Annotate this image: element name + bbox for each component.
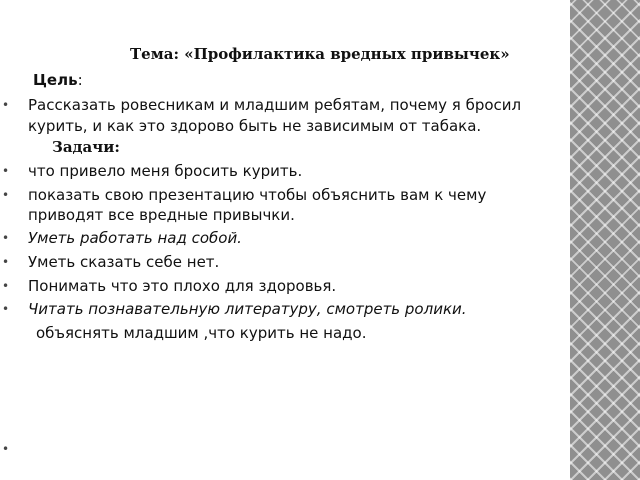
goal-colon: : [77, 71, 83, 89]
goal-text-line2: курить, и как это здорово быть не зависимым от табака. [28, 117, 482, 135]
decorative-side-panel [570, 0, 640, 480]
task-item: показать свою презентацию чтобы объяснить вам к чему [28, 186, 487, 204]
bullet-icon: • [2, 279, 10, 293]
bullet-icon: • [2, 442, 10, 456]
task-item: Уметь сказать себе нет. [28, 253, 220, 271]
goal-text-line1: Рассказать ровесникам и младшим ребятам, почему я бросил [28, 96, 522, 114]
bullet-icon: • [2, 255, 10, 269]
bullet-icon: • [2, 188, 10, 202]
slide-title: Тема: «Профилактика вредных привычек» [130, 45, 510, 63]
task-item: что привело меня бросить курить. [28, 162, 303, 180]
bullet-icon: • [2, 98, 10, 112]
task-item: Уметь работать над собой. [28, 229, 242, 247]
tasks-heading: Задачи: [52, 138, 120, 156]
task-item: Понимать что это плохо для здоровья. [28, 277, 337, 295]
goal-heading [33, 70, 83, 91]
bullet-icon: • [2, 164, 10, 178]
bullet-icon: • [2, 302, 10, 316]
task-item: объяснять младшим ,что курить не надо. [36, 324, 367, 342]
goal-label: Цель [33, 71, 78, 89]
task-item: Читать познавательную литературу, смотреть ролики. [28, 300, 467, 318]
task-item-continuation: приводят все вредные привычки. [28, 206, 295, 224]
bullet-icon: • [2, 231, 10, 245]
